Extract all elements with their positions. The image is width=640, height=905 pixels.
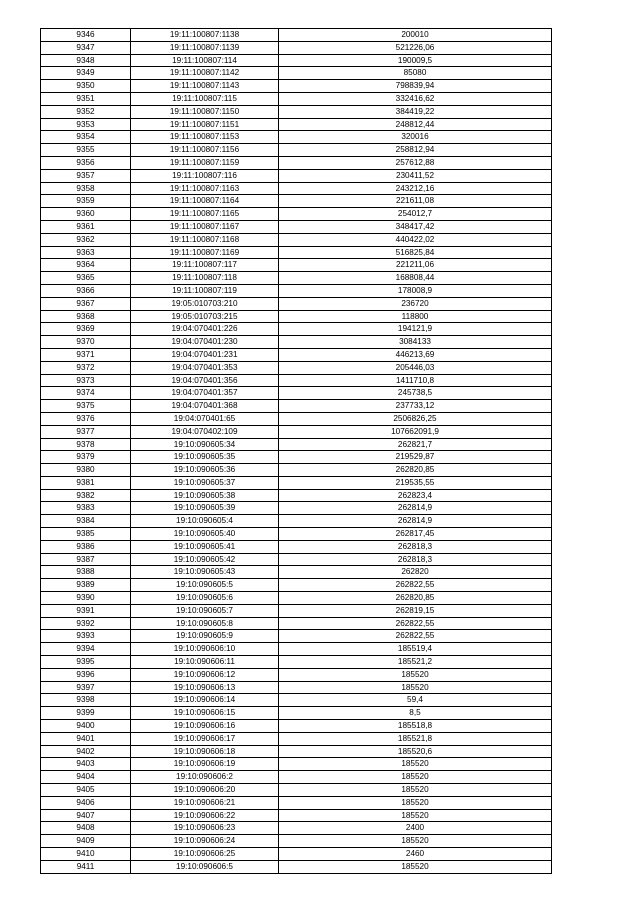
cadastral-number-cell: 19:10:090605:8: [131, 617, 279, 630]
table-row: [41, 489, 552, 502]
table-row: [41, 476, 552, 489]
value-cell: 516825,84: [279, 246, 552, 259]
value-cell: 320016: [279, 131, 552, 144]
value-cell: 1411710,8: [279, 374, 552, 387]
value-cell: 798839,94: [279, 80, 552, 93]
value-cell: 185520: [279, 681, 552, 694]
row-number-cell: 9397: [41, 681, 131, 694]
value-cell: 205446,03: [279, 361, 552, 374]
value-cell: 262819,15: [279, 604, 552, 617]
cadastral-number-cell: 19:04:070401:353: [131, 361, 279, 374]
row-number-cell: 9409: [41, 835, 131, 848]
row-number-cell: 9403: [41, 758, 131, 771]
row-number-cell: 9351: [41, 92, 131, 105]
value-cell: 185520: [279, 784, 552, 797]
value-cell: 262822,55: [279, 617, 552, 630]
table-row: [41, 182, 552, 195]
cadastral-number-cell: 19:11:100807:1143: [131, 80, 279, 93]
table-row: [41, 297, 552, 310]
row-number-cell: 9388: [41, 566, 131, 579]
row-number-cell: 9371: [41, 348, 131, 361]
cadastral-number-cell: 19:10:090606:21: [131, 796, 279, 809]
table-row: [41, 348, 552, 361]
value-cell: 168808,44: [279, 272, 552, 285]
row-number-cell: 9393: [41, 630, 131, 643]
value-cell: 262820,85: [279, 592, 552, 605]
row-number-cell: 9364: [41, 259, 131, 272]
cadastral-number-cell: 19:10:090606:19: [131, 758, 279, 771]
cadastral-number-cell: 19:10:090606:24: [131, 835, 279, 848]
cadastral-number-cell: 19:10:090605:38: [131, 489, 279, 502]
cadastral-number-cell: 19:05:010703:210: [131, 297, 279, 310]
row-number-cell: 9356: [41, 156, 131, 169]
cadastral-number-cell: 19:10:090606:13: [131, 681, 279, 694]
cadastral-number-cell: 19:10:090605:37: [131, 476, 279, 489]
cadastral-number-cell: 19:11:100807:116: [131, 169, 279, 182]
table-row: [41, 361, 552, 374]
table-row: [41, 220, 552, 233]
cadastral-number-cell: 19:05:010703:215: [131, 310, 279, 323]
cadastral-number-cell: 19:11:100807:118: [131, 272, 279, 285]
value-cell: 2506826,25: [279, 412, 552, 425]
row-number-cell: 9407: [41, 809, 131, 822]
row-number-cell: 9375: [41, 400, 131, 413]
table-row: [41, 41, 552, 54]
cadastral-number-cell: 19:04:070401:226: [131, 323, 279, 336]
table-row: [41, 156, 552, 169]
value-cell: 262820,85: [279, 464, 552, 477]
table-row: [41, 54, 552, 67]
table-row: [41, 771, 552, 784]
table-row: [41, 233, 552, 246]
value-cell: 185518,8: [279, 720, 552, 733]
cadastral-number-cell: 19:10:090605:35: [131, 451, 279, 464]
table-row: [41, 464, 552, 477]
row-number-cell: 9361: [41, 220, 131, 233]
table-row: [41, 592, 552, 605]
table-row: [41, 604, 552, 617]
table-row: [41, 860, 552, 873]
cadastral-number-cell: 19:10:090605:5: [131, 579, 279, 592]
value-cell: 59,4: [279, 694, 552, 707]
cadastral-number-cell: 19:10:090606:12: [131, 668, 279, 681]
value-cell: 230411,52: [279, 169, 552, 182]
value-cell: 262823,4: [279, 489, 552, 502]
table-row: [41, 246, 552, 259]
row-number-cell: 9362: [41, 233, 131, 246]
table-row: [41, 131, 552, 144]
row-number-cell: 9363: [41, 246, 131, 259]
table-row: [41, 643, 552, 656]
row-number-cell: 9398: [41, 694, 131, 707]
value-cell: 258812,94: [279, 144, 552, 157]
cadastral-number-cell: 19:10:090606:22: [131, 809, 279, 822]
cadastral-number-cell: 19:10:090605:39: [131, 502, 279, 515]
row-number-cell: 9374: [41, 387, 131, 400]
value-cell: 107662091,9: [279, 425, 552, 438]
table-row: [41, 502, 552, 515]
row-number-cell: 9383: [41, 502, 131, 515]
value-cell: 257612,88: [279, 156, 552, 169]
value-cell: 262818,3: [279, 540, 552, 553]
table-row: [41, 323, 552, 336]
table-row: [41, 835, 552, 848]
row-number-cell: 9386: [41, 540, 131, 553]
value-cell: 521226,06: [279, 41, 552, 54]
cadastral-number-cell: 19:10:090606:23: [131, 822, 279, 835]
cadastral-number-cell: 19:04:070401:356: [131, 374, 279, 387]
value-cell: 262814,9: [279, 502, 552, 515]
row-number-cell: 9349: [41, 67, 131, 80]
cadastral-number-cell: 19:11:100807:1167: [131, 220, 279, 233]
cadastral-number-cell: 19:10:090606:15: [131, 707, 279, 720]
row-number-cell: 9399: [41, 707, 131, 720]
row-number-cell: 9387: [41, 553, 131, 566]
value-cell: 2400: [279, 822, 552, 835]
table-row: [41, 668, 552, 681]
value-cell: 185520: [279, 860, 552, 873]
table-row: [41, 195, 552, 208]
cadastral-number-cell: 19:10:090606:5: [131, 860, 279, 873]
row-number-cell: 9378: [41, 438, 131, 451]
table-row: [41, 105, 552, 118]
cadastral-number-cell: 19:11:100807:1156: [131, 144, 279, 157]
value-cell: 348417,42: [279, 220, 552, 233]
cadastral-number-cell: 19:11:100807:1138: [131, 29, 279, 42]
cadastral-number-cell: 19:11:100807:1153: [131, 131, 279, 144]
value-cell: 200010: [279, 29, 552, 42]
cadastral-number-cell: 19:10:090606:25: [131, 848, 279, 861]
row-number-cell: 9358: [41, 182, 131, 195]
cadastral-number-cell: 19:11:100807:1139: [131, 41, 279, 54]
cadastral-number-cell: 19:10:090606:20: [131, 784, 279, 797]
value-cell: 243212,16: [279, 182, 552, 195]
value-cell: 262817,45: [279, 528, 552, 541]
table-row: [41, 284, 552, 297]
table-row: [41, 144, 552, 157]
row-number-cell: 9365: [41, 272, 131, 285]
value-cell: 446213,69: [279, 348, 552, 361]
table-row: [41, 694, 552, 707]
table-row: [41, 118, 552, 131]
row-number-cell: 9400: [41, 720, 131, 733]
table-row: [41, 67, 552, 80]
cadastral-number-cell: 19:11:100807:1169: [131, 246, 279, 259]
table-row: [41, 80, 552, 93]
cadastral-number-cell: 19:11:100807:1159: [131, 156, 279, 169]
row-number-cell: 9384: [41, 515, 131, 528]
table-row: [41, 400, 552, 413]
value-cell: 262818,3: [279, 553, 552, 566]
row-number-cell: 9366: [41, 284, 131, 297]
row-number-cell: 9392: [41, 617, 131, 630]
row-number-cell: 9367: [41, 297, 131, 310]
table-row: [41, 29, 552, 42]
table-row: [41, 336, 552, 349]
row-number-cell: 9350: [41, 80, 131, 93]
cadastral-number-cell: 19:04:070401:230: [131, 336, 279, 349]
cadastral-number-cell: 19:10:090606:2: [131, 771, 279, 784]
row-number-cell: 9411: [41, 860, 131, 873]
value-cell: 178008,9: [279, 284, 552, 297]
row-number-cell: 9355: [41, 144, 131, 157]
table-row: [41, 425, 552, 438]
table-row: [41, 630, 552, 643]
table-row: [41, 720, 552, 733]
value-cell: 262822,55: [279, 579, 552, 592]
row-number-cell: 9368: [41, 310, 131, 323]
table-row: [41, 745, 552, 758]
row-number-cell: 9348: [41, 54, 131, 67]
row-number-cell: 9410: [41, 848, 131, 861]
cadastral-number-cell: 19:10:090605:41: [131, 540, 279, 553]
value-cell: 332416,62: [279, 92, 552, 105]
cadastral-number-cell: 19:04:070401:65: [131, 412, 279, 425]
table-row: [41, 374, 552, 387]
value-cell: 185520: [279, 668, 552, 681]
table-body: [41, 29, 552, 874]
row-number-cell: 9380: [41, 464, 131, 477]
value-cell: 219535,55: [279, 476, 552, 489]
value-cell: 245738,5: [279, 387, 552, 400]
row-number-cell: 9385: [41, 528, 131, 541]
value-cell: 262822,55: [279, 630, 552, 643]
table-row: [41, 169, 552, 182]
value-cell: 262814,9: [279, 515, 552, 528]
row-number-cell: 9382: [41, 489, 131, 502]
row-number-cell: 9402: [41, 745, 131, 758]
row-number-cell: 9406: [41, 796, 131, 809]
table-row: [41, 707, 552, 720]
row-number-cell: 9357: [41, 169, 131, 182]
value-cell: 185521,2: [279, 656, 552, 669]
cadastral-number-cell: 19:10:090605:4: [131, 515, 279, 528]
document-table-container: [40, 28, 551, 874]
value-cell: 440422,02: [279, 233, 552, 246]
table-row: [41, 310, 552, 323]
table-row: [41, 208, 552, 221]
cadastral-number-cell: 19:10:090606:11: [131, 656, 279, 669]
value-cell: 185520: [279, 796, 552, 809]
row-number-cell: 9347: [41, 41, 131, 54]
cadastral-number-cell: 19:10:090605:9: [131, 630, 279, 643]
cadastral-number-cell: 19:10:090605:42: [131, 553, 279, 566]
cadastral-number-cell: 19:11:100807:1168: [131, 233, 279, 246]
value-cell: 262821,7: [279, 438, 552, 451]
row-number-cell: 9373: [41, 374, 131, 387]
row-number-cell: 9369: [41, 323, 131, 336]
table-row: [41, 617, 552, 630]
row-number-cell: 9408: [41, 822, 131, 835]
table-row: [41, 387, 552, 400]
cadastral-number-cell: 19:04:070401:357: [131, 387, 279, 400]
cadastral-number-cell: 19:11:100807:1142: [131, 67, 279, 80]
table-row: [41, 758, 552, 771]
cadastral-number-cell: 19:10:090606:18: [131, 745, 279, 758]
value-cell: 384419,22: [279, 105, 552, 118]
value-cell: 185519,4: [279, 643, 552, 656]
row-number-cell: 9352: [41, 105, 131, 118]
value-cell: 185521,8: [279, 732, 552, 745]
table-row: [41, 809, 552, 822]
value-cell: 221611,08: [279, 195, 552, 208]
value-cell: 190009,5: [279, 54, 552, 67]
table-row: [41, 796, 552, 809]
cadastral-number-cell: 19:10:090606:16: [131, 720, 279, 733]
value-cell: 262820: [279, 566, 552, 579]
table-row: [41, 540, 552, 553]
cadastral-number-cell: 19:11:100807:1164: [131, 195, 279, 208]
value-cell: 194121,9: [279, 323, 552, 336]
cadastral-number-cell: 19:11:100807:1151: [131, 118, 279, 131]
row-number-cell: 9405: [41, 784, 131, 797]
cadastral-number-cell: 19:10:090605:43: [131, 566, 279, 579]
value-cell: 237733,12: [279, 400, 552, 413]
value-cell: 118800: [279, 310, 552, 323]
cadastral-number-cell: 19:10:090605:40: [131, 528, 279, 541]
row-number-cell: 9360: [41, 208, 131, 221]
value-cell: 248812,44: [279, 118, 552, 131]
cadastral-number-cell: 19:11:100807:115: [131, 92, 279, 105]
value-cell: 85080: [279, 67, 552, 80]
table-row: [41, 732, 552, 745]
value-cell: 3084133: [279, 336, 552, 349]
row-number-cell: 9377: [41, 425, 131, 438]
value-cell: 185520,6: [279, 745, 552, 758]
cadastral-number-cell: 19:10:090605:6: [131, 592, 279, 605]
table-row: [41, 579, 552, 592]
table-row: [41, 566, 552, 579]
table-row: [41, 528, 552, 541]
table-row: [41, 92, 552, 105]
row-number-cell: 9396: [41, 668, 131, 681]
cadastral-number-cell: 19:11:100807:1165: [131, 208, 279, 221]
table-row: [41, 272, 552, 285]
table-row: [41, 822, 552, 835]
cadastral-number-cell: 19:10:090605:36: [131, 464, 279, 477]
row-number-cell: 9404: [41, 771, 131, 784]
row-number-cell: 9379: [41, 451, 131, 464]
cadastral-number-cell: 19:10:090606:17: [131, 732, 279, 745]
cadastral-number-cell: 19:10:090605:7: [131, 604, 279, 617]
row-number-cell: 9346: [41, 29, 131, 42]
data-table: [40, 28, 552, 874]
table-row: [41, 848, 552, 861]
value-cell: 185520: [279, 809, 552, 822]
row-number-cell: 9372: [41, 361, 131, 374]
table-row: [41, 412, 552, 425]
cadastral-number-cell: 19:10:090605:34: [131, 438, 279, 451]
table-row: [41, 656, 552, 669]
row-number-cell: 9353: [41, 118, 131, 131]
value-cell: 185520: [279, 835, 552, 848]
value-cell: 221211,06: [279, 259, 552, 272]
row-number-cell: 9390: [41, 592, 131, 605]
value-cell: 236720: [279, 297, 552, 310]
row-number-cell: 9376: [41, 412, 131, 425]
row-number-cell: 9389: [41, 579, 131, 592]
row-number-cell: 9401: [41, 732, 131, 745]
cadastral-number-cell: 19:04:070402:109: [131, 425, 279, 438]
row-number-cell: 9359: [41, 195, 131, 208]
value-cell: 185520: [279, 758, 552, 771]
value-cell: 8,5: [279, 707, 552, 720]
value-cell: 219529,87: [279, 451, 552, 464]
cadastral-number-cell: 19:04:070401:231: [131, 348, 279, 361]
table-row: [41, 259, 552, 272]
row-number-cell: 9395: [41, 656, 131, 669]
value-cell: 2460: [279, 848, 552, 861]
cadastral-number-cell: 19:10:090606:14: [131, 694, 279, 707]
table-row: [41, 515, 552, 528]
cadastral-number-cell: 19:11:100807:1163: [131, 182, 279, 195]
row-number-cell: 9370: [41, 336, 131, 349]
table-row: [41, 438, 552, 451]
row-number-cell: 9394: [41, 643, 131, 656]
cadastral-number-cell: 19:11:100807:114: [131, 54, 279, 67]
cadastral-number-cell: 19:11:100807:1150: [131, 105, 279, 118]
cadastral-number-cell: 19:11:100807:117: [131, 259, 279, 272]
value-cell: 254012,7: [279, 208, 552, 221]
table-row: [41, 681, 552, 694]
row-number-cell: 9381: [41, 476, 131, 489]
value-cell: 185520: [279, 771, 552, 784]
table-row: [41, 784, 552, 797]
table-row: [41, 451, 552, 464]
row-number-cell: 9354: [41, 131, 131, 144]
row-number-cell: 9391: [41, 604, 131, 617]
table-row: [41, 553, 552, 566]
cadastral-number-cell: 19:04:070401:368: [131, 400, 279, 413]
cadastral-number-cell: 19:11:100807:119: [131, 284, 279, 297]
cadastral-number-cell: 19:10:090606:10: [131, 643, 279, 656]
